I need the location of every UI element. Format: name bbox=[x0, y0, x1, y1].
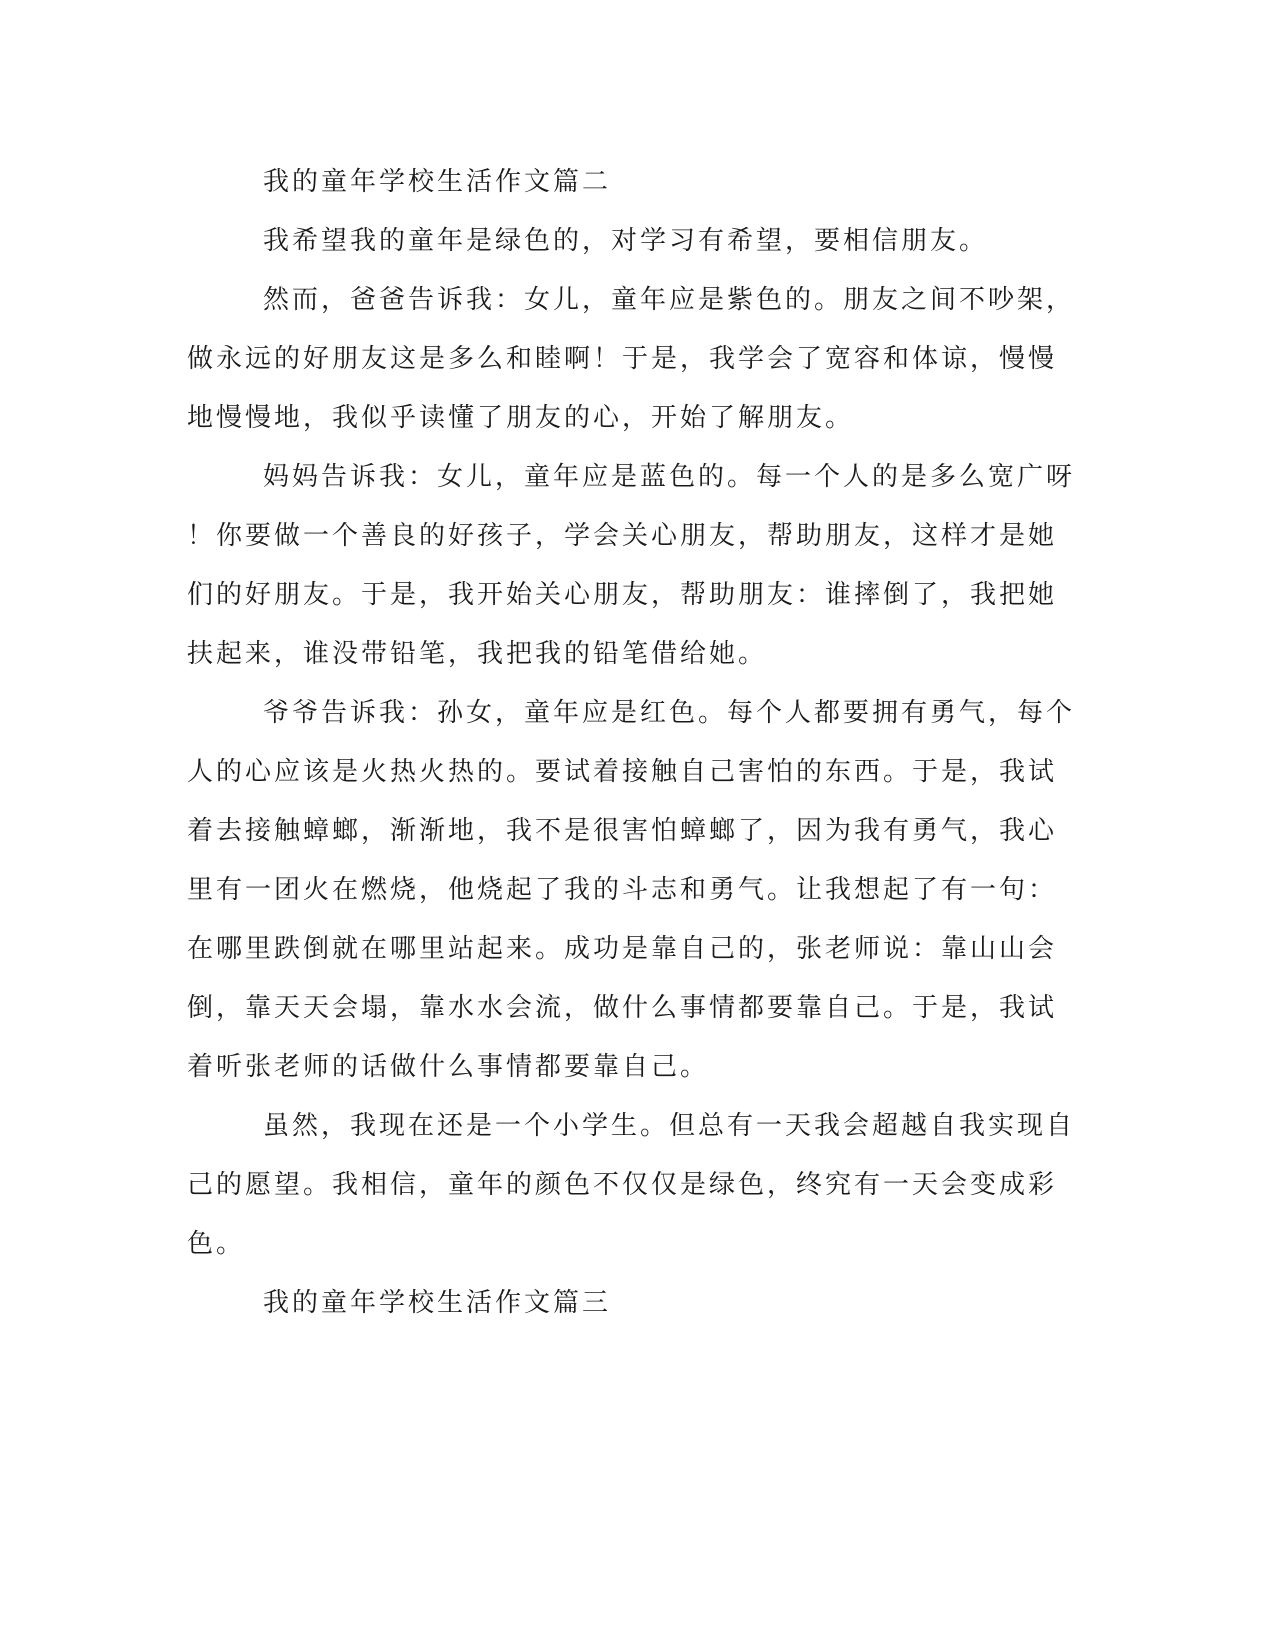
paragraph-line: ！你要做一个善良的好孩子，学会关心朋友，帮助朋友，这样才是她 bbox=[187, 521, 1058, 551]
paragraph-line: 人的心应该是火热火热的。要试着接触自己害怕的东西。于是，我试 bbox=[187, 757, 1058, 787]
paragraph-line: 们的好朋友。于是，我开始关心朋友，帮助朋友：谁摔倒了，我把她 bbox=[187, 580, 1058, 610]
paragraph-line: 妈妈告诉我：女儿，童年应是蓝色的。每一个人的是多么宽广呀 bbox=[263, 462, 1076, 492]
paragraph-line: 着去接触蟑螂，渐渐地，我不是很害怕蟑螂了，因为我有勇气，我心 bbox=[187, 816, 1058, 846]
paragraph-line: 虽然，我现在还是一个小学生。但总有一天我会超越自我实现自 bbox=[263, 1111, 1076, 1141]
paragraph-line: 己的愿望。我相信，童年的颜色不仅仅是绿色，终究有一天会变成彩 bbox=[187, 1170, 1058, 1200]
paragraph-line: 我希望我的童年是绿色的，对学习有希望，要相信朋友。 bbox=[263, 226, 989, 256]
paragraph-line: 倒，靠天天会塌，靠水水会流，做什么事情都要靠自己。于是，我试 bbox=[187, 993, 1058, 1023]
paragraph-line: 爷爷告诉我：孙女，童年应是红色。每个人都要拥有勇气，每个 bbox=[263, 698, 1076, 728]
paragraph-line: 地慢慢地，我似乎读懂了朋友的心，开始了解朋友。 bbox=[187, 403, 855, 433]
section-heading: 我的童年学校生活作文篇三 bbox=[263, 1288, 612, 1318]
paragraph-line: 着听张老师的话做什么事情都要靠自己。 bbox=[187, 1052, 710, 1082]
section-heading: 我的童年学校生活作文篇二 bbox=[263, 167, 612, 197]
paragraph-line: 然而，爸爸告诉我：女儿，童年应是紫色的。朋友之间不吵架， bbox=[263, 285, 1076, 315]
paragraph-line: 色。 bbox=[187, 1229, 246, 1259]
paragraph-line: 扶起来，谁没带铅笔，我把我的铅笔借给她。 bbox=[187, 639, 768, 669]
paragraph-line: 里有一团火在燃烧，他烧起了我的斗志和勇气。让我想起了有一句： bbox=[187, 875, 1058, 905]
paragraph-line: 在哪里跌倒就在哪里站起来。成功是靠自己的，张老师说：靠山山会 bbox=[187, 934, 1058, 964]
paragraph-line: 做永远的好朋友这是多么和睦啊！于是，我学会了宽容和体谅，慢慢 bbox=[187, 344, 1058, 374]
